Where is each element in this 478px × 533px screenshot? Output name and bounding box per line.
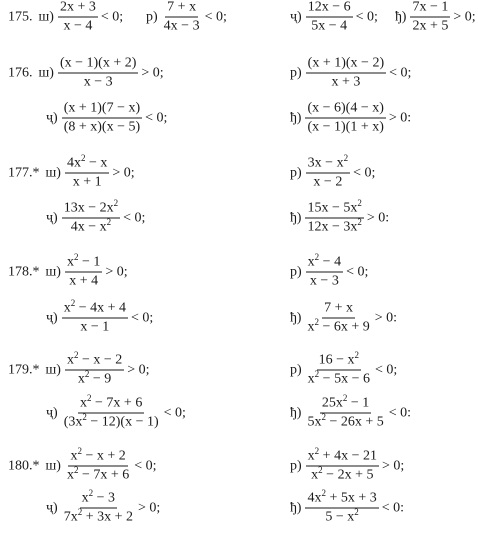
fraction-numerator: (x + 1)(x − 2)	[306, 57, 386, 74]
fraction-numerator: $13x - 2x^2$	[62, 202, 120, 219]
problem-number: 177.*	[8, 165, 40, 180]
inequality-item	[146, 1, 227, 34]
part-label: р)	[146, 9, 158, 24]
fraction-denominator: $5 - x^2$	[325, 506, 359, 525]
inequality-item	[395, 1, 476, 34]
fraction	[305, 487, 378, 525]
inequality-item	[46, 197, 146, 235]
fraction-denominator: (8 + x)(x − 5)	[63, 119, 141, 135]
fraction-numerator: 7 + x	[165, 1, 198, 18]
fraction-numerator: $x^2 + 4x - 21$	[306, 450, 379, 467]
part-label: р)	[290, 264, 302, 279]
fraction-denominator: x − 3	[309, 273, 339, 289]
fraction	[305, 392, 385, 430]
fraction	[305, 197, 363, 235]
fraction-denominator: (x − 1)(1 + x)	[307, 119, 384, 135]
part-label: ђ)	[290, 310, 302, 325]
problem-number: 176.	[8, 65, 33, 80]
fraction-numerator: 12x − 6	[306, 1, 353, 18]
inequality-relation: > 0;	[381, 458, 405, 473]
fraction-denominator: $7x^2 + 3x + 2$	[63, 506, 133, 525]
fraction-denominator: 5x − 4	[311, 18, 348, 34]
inequality-item	[290, 349, 398, 387]
fraction-denominator: x − 3	[83, 74, 113, 90]
problem-number: 180.*	[8, 458, 40, 473]
inequality-relation: > 0;	[141, 65, 164, 80]
part-label: ш)	[45, 165, 61, 180]
fraction-denominator: x − 4	[63, 18, 93, 34]
inequality-item	[8, 349, 150, 387]
fraction-denominator: x + 4	[69, 273, 99, 289]
inequality-relation: < 0:	[388, 405, 412, 420]
inequality-relation: < 0;	[204, 9, 227, 24]
inequality-relation: < 0;	[100, 9, 124, 24]
fraction-denominator: x + 1	[72, 174, 102, 190]
inequality-relation: < 0;	[134, 458, 157, 473]
part-label: ђ)	[290, 210, 302, 225]
fraction-numerator: 2x + 3	[58, 1, 98, 18]
part-label: ҷ)	[46, 210, 58, 225]
part-label: р)	[290, 165, 302, 180]
inequality-relation: > 0;	[127, 362, 150, 377]
inequality-relation: > 0:	[374, 310, 398, 325]
fraction-numerator: $4x^2 + 5x + 3$	[305, 492, 378, 509]
fraction	[65, 349, 124, 387]
inequality-relation: < 0;	[389, 65, 412, 80]
part-label: ђ)	[290, 500, 302, 515]
fraction-numerator: $x^2 - x + 2$	[68, 450, 127, 467]
fraction-denominator: x − 2	[313, 174, 343, 190]
inequality-item	[290, 57, 411, 90]
inequality-item	[290, 197, 390, 235]
inequality-item	[290, 392, 412, 430]
problem-number: 178.*	[8, 264, 40, 279]
part-label: р)	[290, 458, 302, 473]
inequality-relation: < 0;	[353, 165, 376, 180]
inequality-relation: < 0;	[123, 210, 146, 225]
inequality-relation: < 0;	[163, 405, 186, 420]
fraction	[306, 1, 353, 34]
fraction	[62, 392, 161, 430]
fraction-denominator: $x^2 - 5x - 6$	[307, 368, 370, 387]
fraction	[62, 297, 128, 335]
fraction-denominator: 2x + 5	[412, 18, 449, 34]
inequality-item	[290, 251, 369, 289]
problem-number: 179.*	[8, 362, 40, 377]
fraction	[306, 57, 386, 90]
fraction-numerator: $3x - x^2$	[306, 157, 350, 174]
inequality-item	[8, 1, 123, 34]
part-label: ш)	[45, 458, 61, 473]
fraction-denominator: x + 3	[331, 74, 361, 90]
fraction-numerator: $4x^2 - x$	[65, 157, 109, 174]
inequality-item	[8, 445, 157, 483]
inequality-relation: < 0;	[355, 9, 378, 24]
fraction-denominator: 4x − 3	[163, 18, 200, 34]
fraction	[306, 445, 379, 483]
part-label: ҷ)	[46, 310, 58, 325]
inequality-item	[290, 487, 405, 525]
inequality-relation: < 0:	[381, 500, 405, 515]
fraction	[305, 102, 385, 135]
fraction-denominator: $x^2 - 6x + 9$	[307, 316, 370, 335]
fraction-denominator: $5x^2 - 26x + 5$	[307, 411, 384, 430]
fraction-numerator: $x^2 - 4$	[306, 256, 343, 273]
inequality-relation: < 0;	[374, 362, 398, 377]
fraction-denominator: $x^2 - 2x + 5$	[311, 464, 374, 483]
inequality-item	[8, 251, 128, 289]
problem-number: 175.	[8, 9, 33, 24]
part-label: ш)	[38, 65, 54, 80]
inequality-item	[290, 152, 376, 190]
part-label: ш)	[45, 362, 61, 377]
inequality-relation: < 0;	[145, 110, 168, 125]
inequality-item	[290, 445, 405, 483]
fraction-numerator: $x^2 - 3$	[80, 492, 117, 509]
fraction-numerator: $15x - 5x^2$	[305, 202, 363, 219]
inequality-item	[46, 392, 186, 430]
fraction	[306, 152, 350, 190]
fraction-numerator: 7x − 1	[410, 1, 450, 18]
fraction	[58, 1, 98, 34]
fraction	[306, 349, 372, 387]
part-label: ш)	[38, 9, 54, 24]
part-label: ш)	[45, 264, 61, 279]
inequality-item	[8, 57, 164, 90]
part-label: ђ)	[290, 110, 302, 125]
fraction-numerator: $16 - x^2$	[317, 354, 361, 371]
fraction-numerator: 7 + x	[322, 302, 355, 319]
part-label: ђ)	[395, 9, 407, 24]
fraction-denominator: $x^2 - 7x + 6$	[66, 464, 130, 483]
fraction-denominator: $4x - x^2$	[70, 216, 112, 235]
part-label: ђ)	[290, 405, 302, 420]
fraction	[62, 102, 142, 135]
fraction	[410, 1, 450, 34]
part-label: ҷ)	[46, 500, 58, 515]
fraction-numerator: (x − 6)(4 − x)	[305, 102, 385, 119]
inequality-item	[290, 102, 411, 135]
fraction-numerator: $x^2 - x - 2$	[65, 354, 124, 371]
inequality-relation: > 0;	[138, 500, 161, 515]
fraction-numerator: $x^2 - 1$	[65, 256, 102, 273]
fraction-numerator: (x + 1)(7 − x)	[62, 102, 142, 119]
inequality-relation: < 0;	[346, 264, 369, 279]
fraction-numerator: $25x^2 - 1$	[320, 397, 371, 414]
inequality-item	[290, 302, 397, 335]
fraction	[58, 57, 138, 90]
inequality-relation: > 0;	[453, 9, 476, 24]
fraction-denominator: $x^2 - 9$	[77, 368, 112, 387]
fraction-denominator: x − 1	[80, 319, 110, 335]
fraction	[306, 251, 343, 289]
fraction-denominator: $12x - 3x^2$	[307, 216, 362, 235]
fraction	[65, 445, 131, 483]
inequality-relation: > 0;	[105, 264, 128, 279]
inequality-relation: > 0:	[388, 110, 412, 125]
part-label: ҷ)	[290, 9, 302, 24]
fraction	[62, 197, 120, 235]
part-label: ҷ)	[46, 405, 58, 420]
inequality-relation: > 0:	[366, 210, 390, 225]
fraction	[62, 487, 135, 525]
fraction-numerator: $x^2 - 7x + 6$	[78, 397, 144, 414]
inequality-relation: > 0;	[112, 165, 135, 180]
inequality-item	[46, 297, 154, 335]
fraction-numerator: (x − 1)(x + 2)	[58, 57, 138, 74]
part-label: р)	[290, 362, 302, 377]
fraction	[65, 251, 102, 289]
part-label: ҷ)	[46, 110, 58, 125]
fraction	[305, 302, 371, 335]
inequality-item	[290, 1, 378, 34]
fraction-denominator: $(3x^2 - 12)(x - 1)$	[63, 411, 159, 430]
fraction	[162, 1, 202, 34]
inequality-item	[46, 487, 161, 525]
inequality-item	[46, 102, 167, 135]
fraction	[65, 152, 109, 190]
inequality-item	[8, 152, 135, 190]
inequality-relation: < 0;	[131, 310, 154, 325]
fraction-numerator: $x^2 - 4x + 4$	[62, 302, 128, 319]
part-label: р)	[290, 65, 302, 80]
